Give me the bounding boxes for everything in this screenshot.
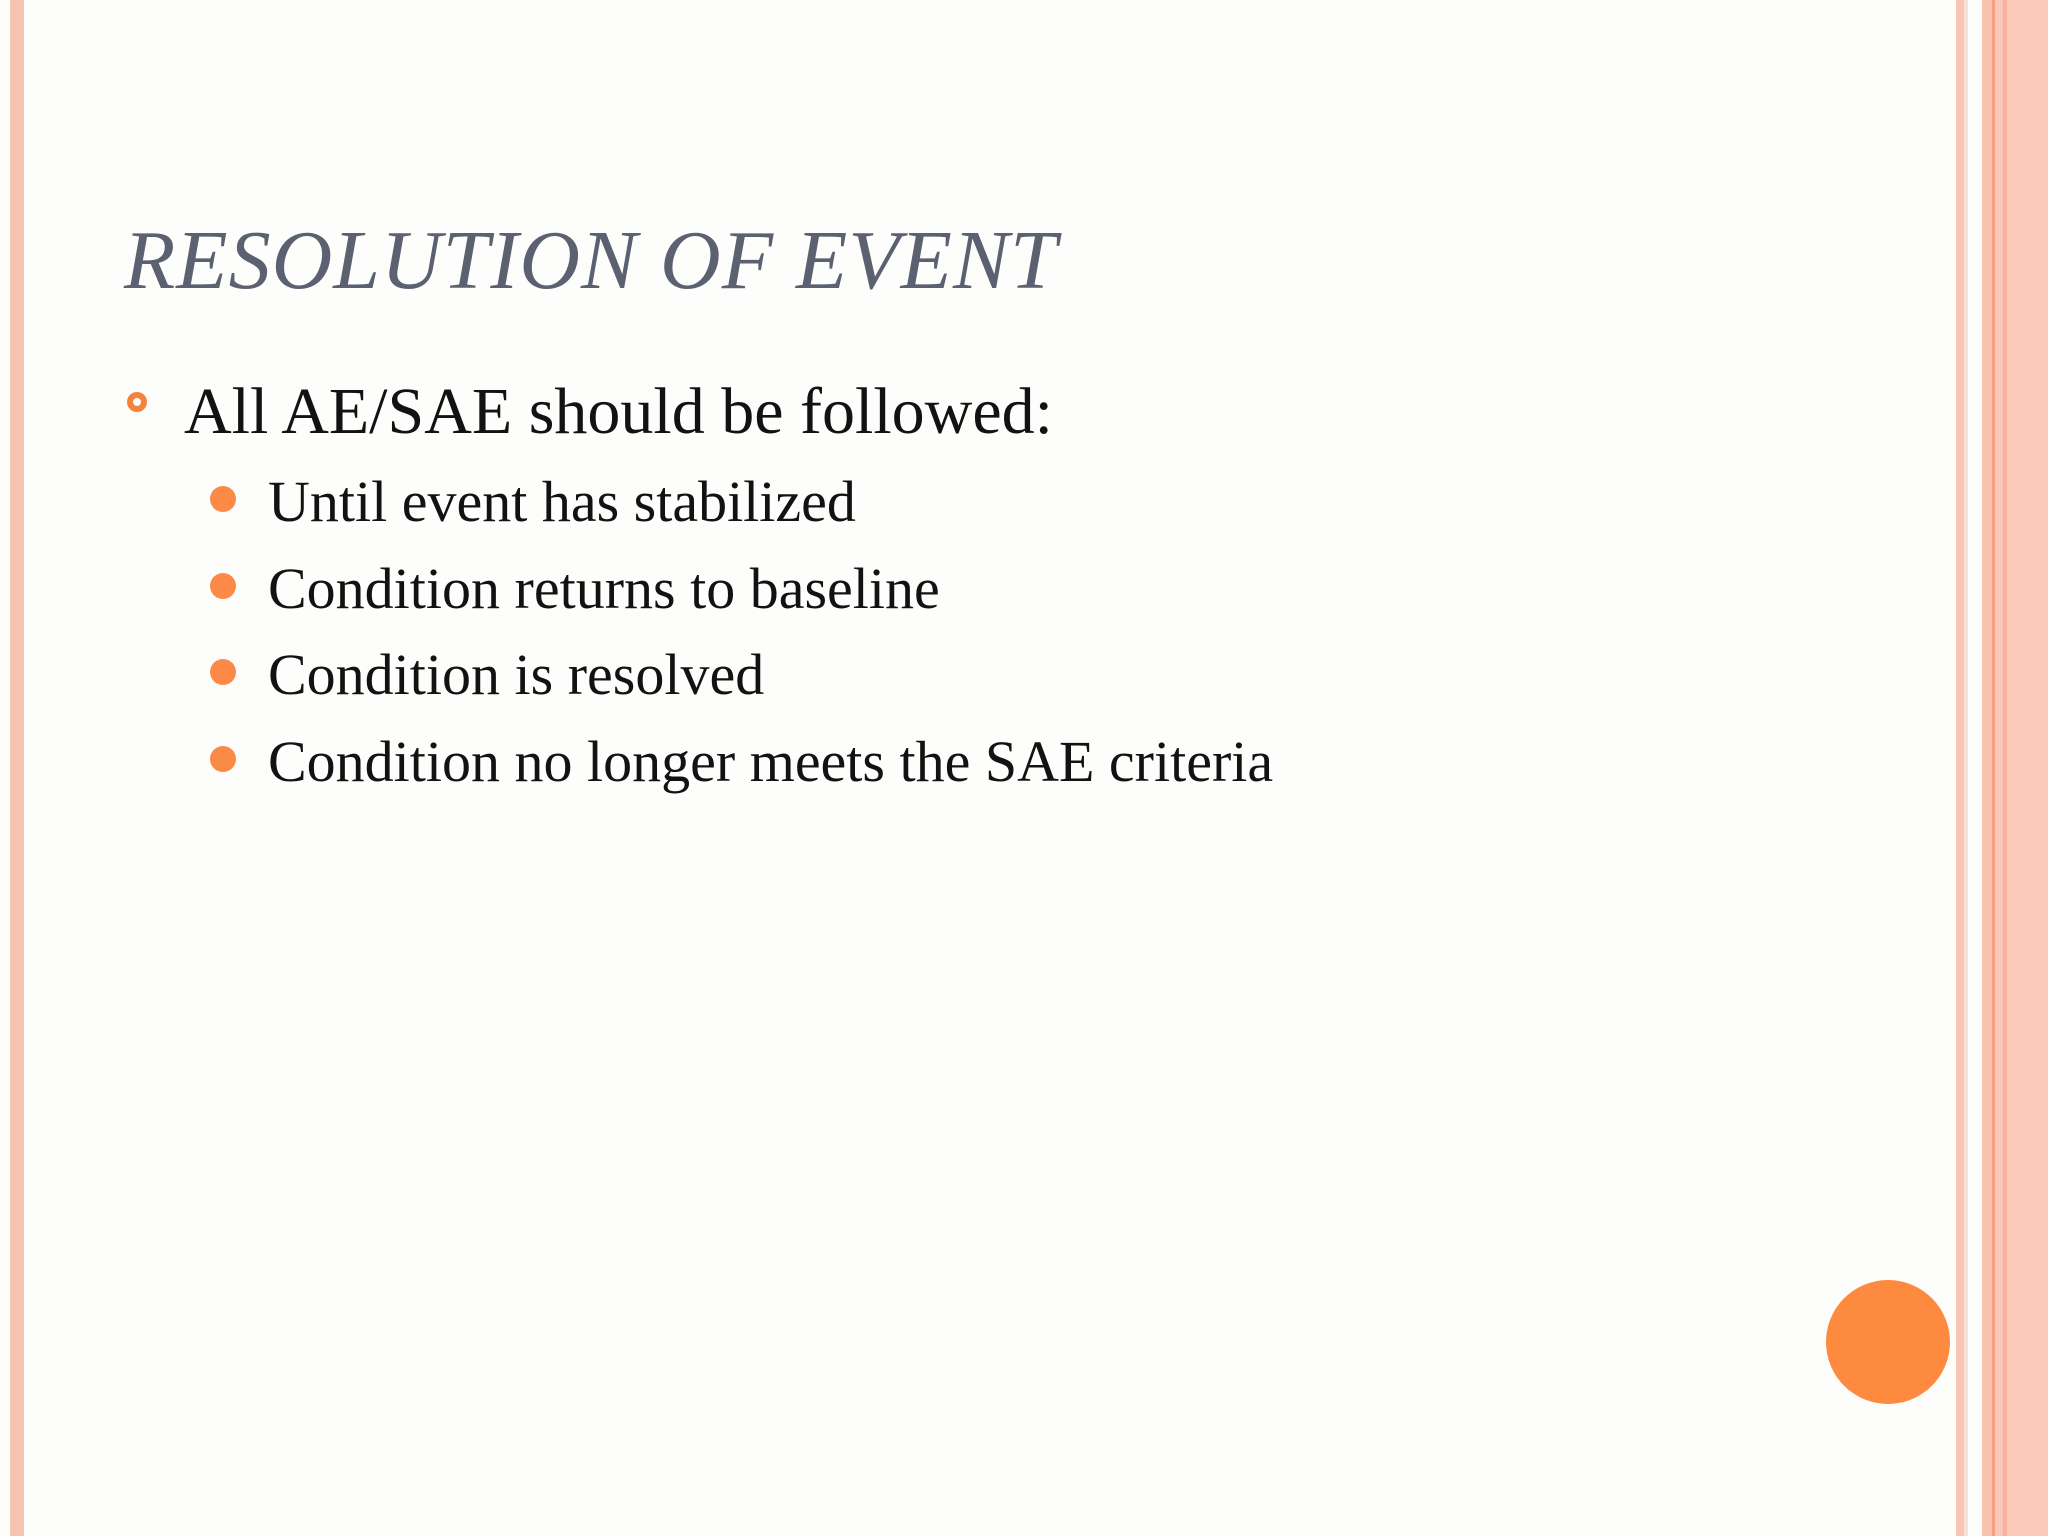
right-border-stripe (2007, 0, 2048, 1536)
sub-bullet-text: Condition returns to baseline (268, 556, 940, 621)
right-border-stripe (1982, 0, 1992, 1536)
dot-bullet-icon (210, 746, 236, 772)
decorative-circle-icon (1826, 1280, 1950, 1404)
right-border-stripe (1995, 0, 2003, 1536)
left-border-stripe (10, 0, 24, 1536)
slide-title: RESOLUTION OF EVENT (124, 214, 1058, 307)
sub-bullet-text: Condition is resolved (268, 642, 765, 707)
dot-bullet-icon (210, 659, 236, 685)
right-border-stripe (1956, 0, 1964, 1536)
dot-bullet-icon (210, 573, 236, 599)
sub-bullet-text: Until event has stabilized (268, 469, 856, 534)
right-border-stripe (1968, 0, 1982, 1536)
ring-bullet-icon (127, 392, 147, 412)
sub-bullet-text: Condition no longer meets the SAE criteria (268, 729, 1274, 794)
dot-bullet-icon (210, 486, 236, 512)
main-bullet-text: All AE/SAE should be followed: (184, 375, 1053, 448)
